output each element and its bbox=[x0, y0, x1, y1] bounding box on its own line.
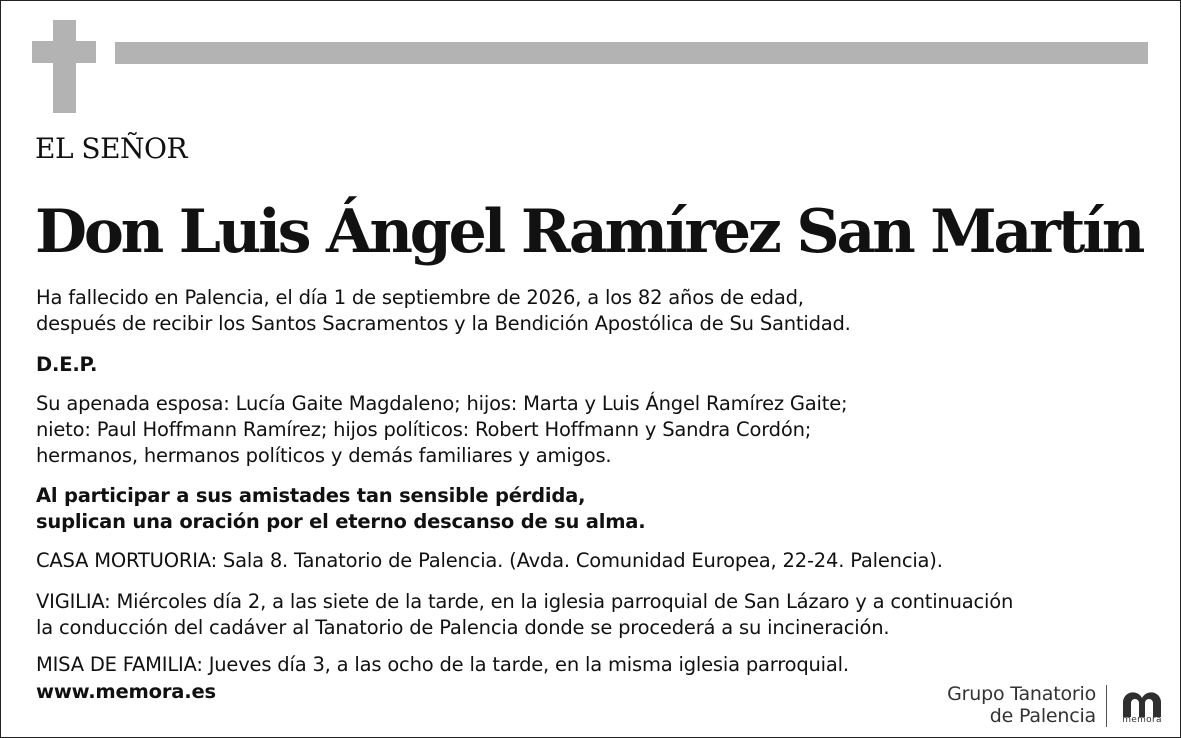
deceased-name: Don Luis Ángel Ramírez San Martín bbox=[35, 197, 1143, 267]
website-link[interactable]: www.memora.es bbox=[36, 680, 216, 703]
family-line-1: Su apenada esposa: Lucía Gaite Magdaleno; hijos: Marta y Luis Ángel Ramírez Gaite; bbox=[36, 392, 848, 415]
memora-logo-icon bbox=[1118, 688, 1166, 718]
family-line-3: hermanos, hermanos políticos y demás familiares y amigos. bbox=[36, 444, 612, 467]
brand-divider bbox=[1106, 685, 1107, 727]
mortuary-info: CASA MORTUORIA: Sala 8. Tanatorio de Palencia. (Avda. Comunidad Europea, 22-24. Palencia). bbox=[36, 549, 943, 572]
vigil-line-1: VIGILIA: Miércoles día 2, a las siete de la tarde, en la iglesia parroquial de San Lázaro y a continuación bbox=[36, 590, 1014, 613]
family-list bbox=[36, 391, 847, 469]
cross-icon bbox=[53, 20, 76, 113]
brand-name bbox=[947, 683, 1096, 727]
vigil-line-2: la conducción del cadáver al Tanatorio de Palencia donde se procederá a su incineración. bbox=[36, 616, 890, 639]
family-line-2: nieto: Paul Hoffmann Ramírez; hijos políticos: Robert Hoffmann y Sandra Cordón; bbox=[36, 418, 812, 441]
vigil-info bbox=[36, 589, 1013, 641]
header-bar bbox=[115, 42, 1148, 64]
death-line-1: Ha fallecido en Palencia, el día 1 de septiembre de 2026, a los 82 años de edad, bbox=[36, 286, 804, 309]
honorific: EL SEÑOR bbox=[35, 132, 188, 165]
request-line-1: Al participar a sus amistades tan sensible pérdida, bbox=[36, 484, 586, 507]
death-announcement bbox=[36, 285, 851, 337]
death-line-2: después de recibir los Santos Sacramentos y la Bendición Apostólica de Su Santidad. bbox=[36, 312, 851, 335]
request-line-2: suplican una oración por el eterno descanso de su alma. bbox=[36, 510, 646, 533]
logo-wordmark: memora bbox=[1122, 715, 1162, 725]
cross-icon-arm bbox=[32, 41, 96, 63]
brand-line-1: Grupo Tanatorio bbox=[947, 683, 1096, 705]
family-mass-info: MISA DE FAMILIA: Jueves día 3, a las ocho de la tarde, en la misma iglesia parroquial. bbox=[36, 653, 849, 676]
dep-label: D.E.P. bbox=[36, 353, 98, 376]
prayer-request bbox=[36, 483, 645, 535]
brand-line-2: de Palencia bbox=[989, 705, 1096, 727]
